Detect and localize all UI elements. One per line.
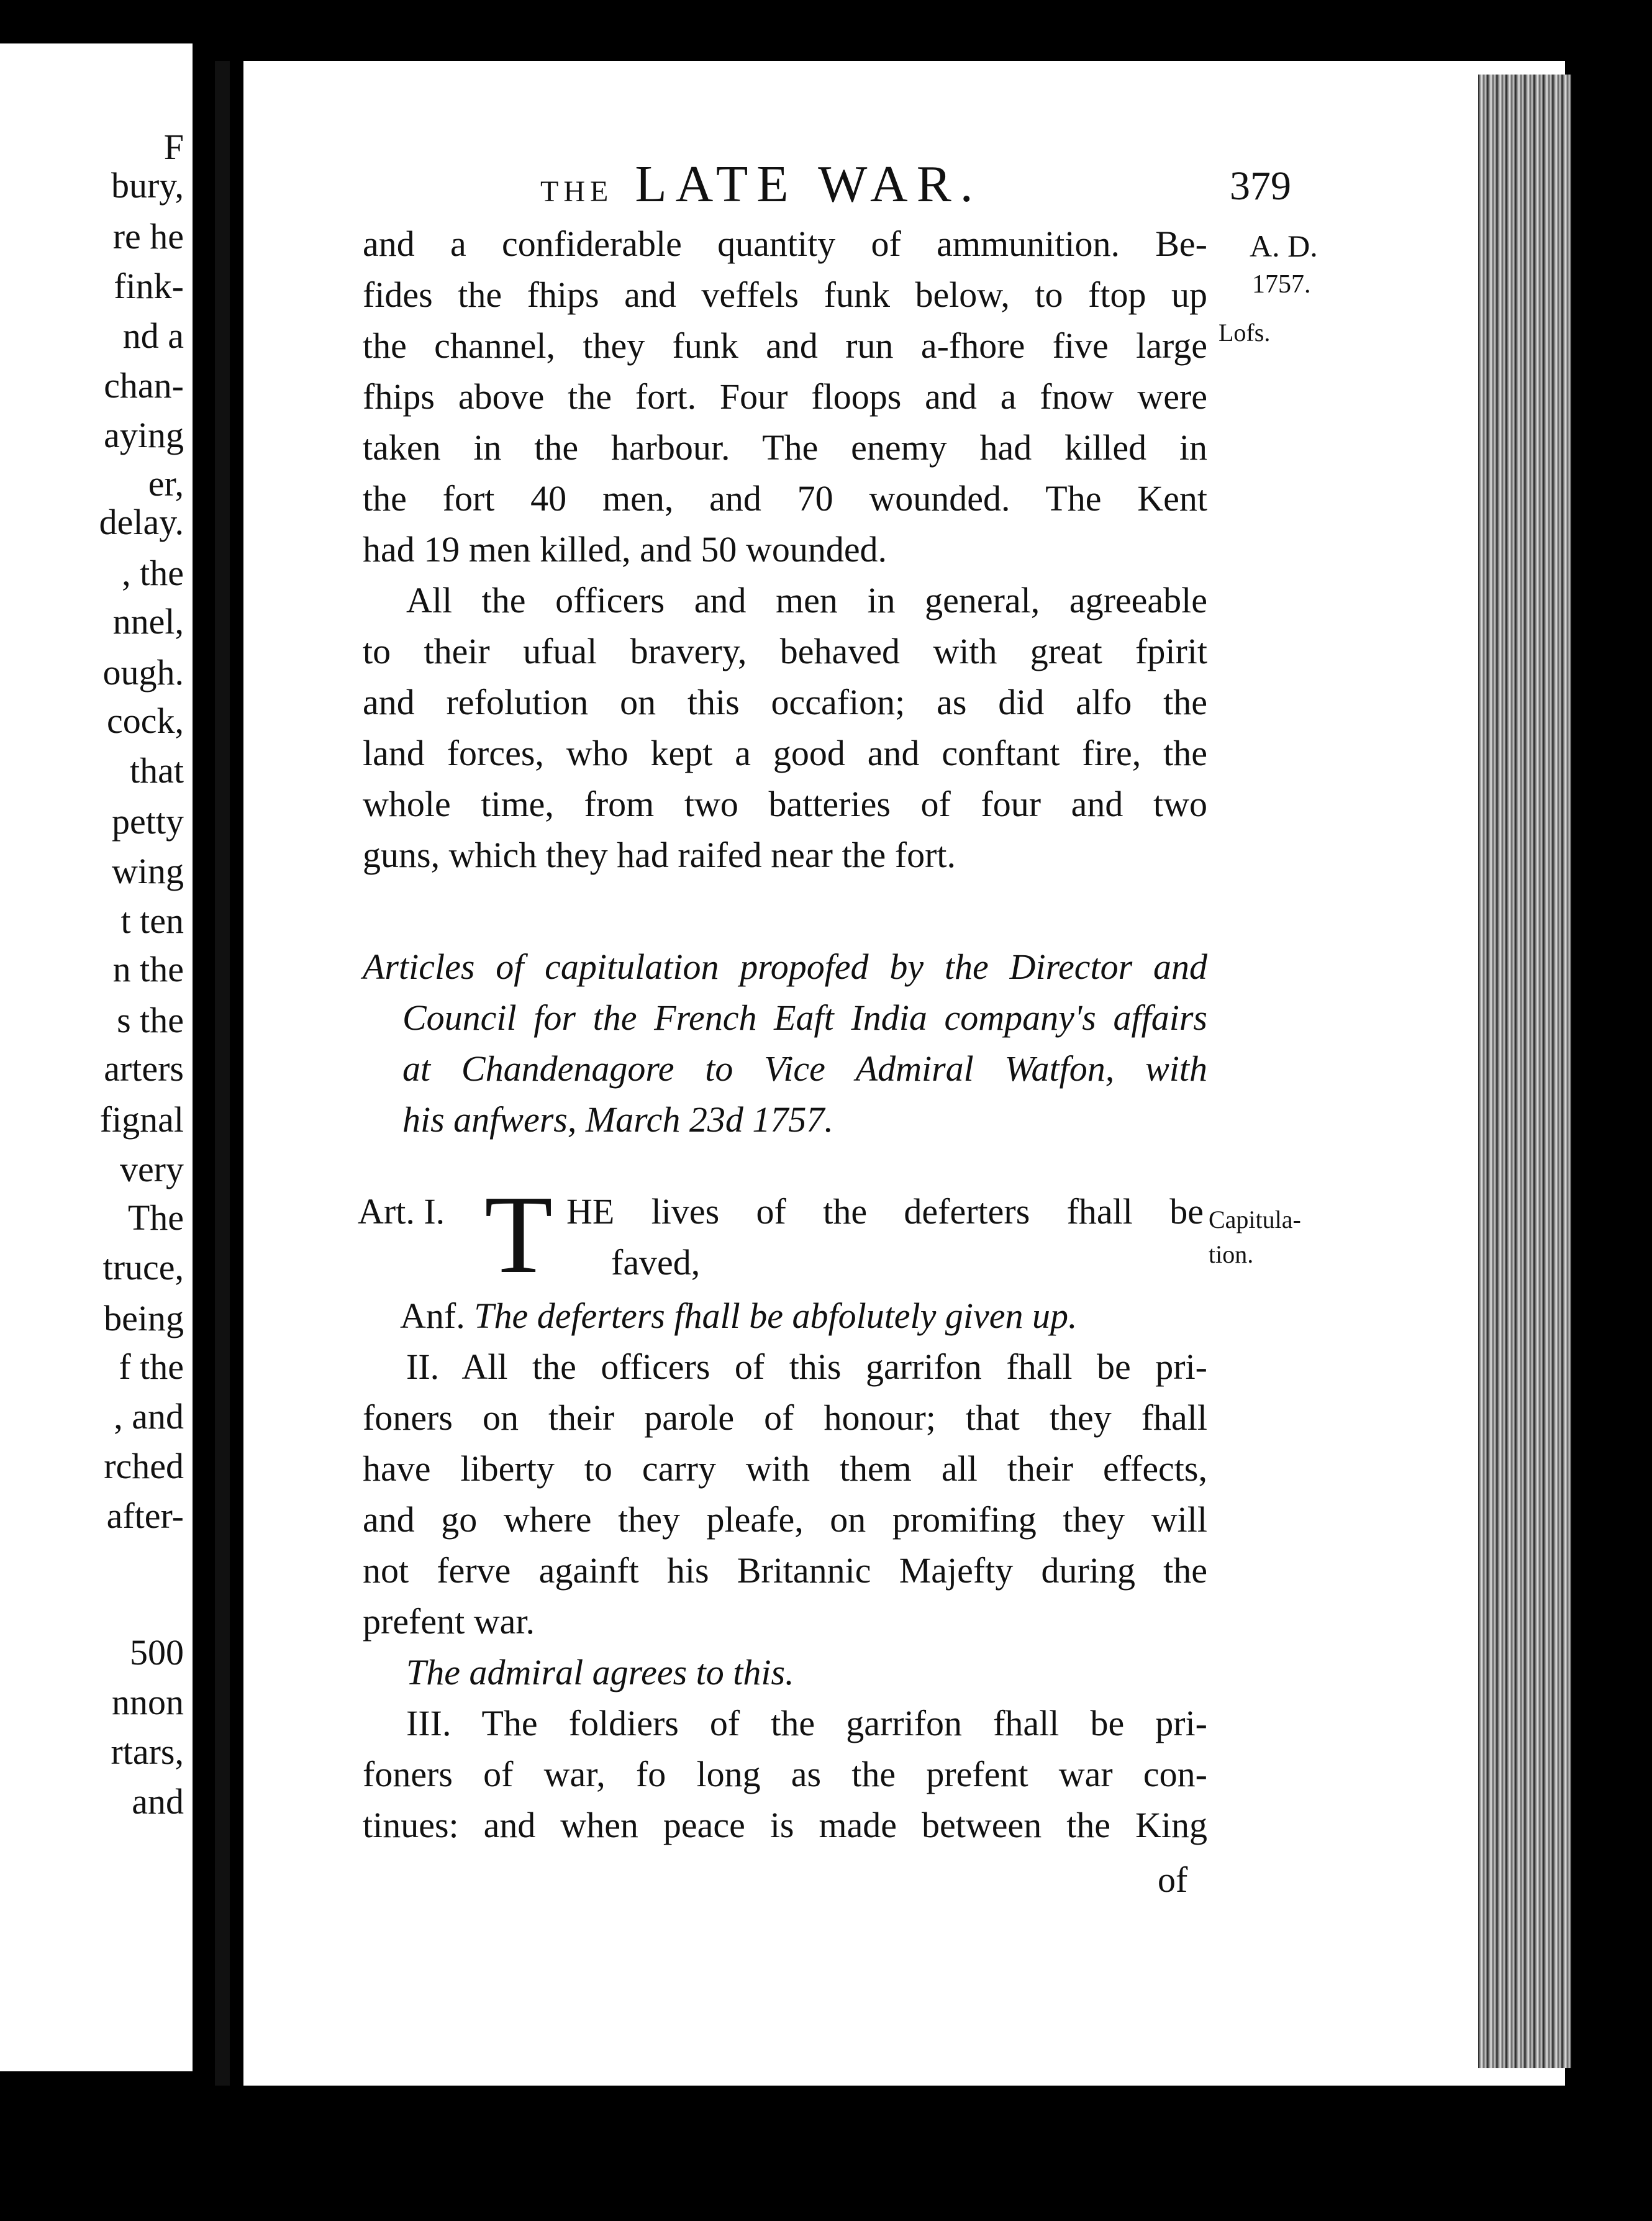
left-page-line: ough.: [102, 652, 184, 693]
text-line: to their ufual bravery, behaved with great fpirit: [363, 631, 1207, 671]
answer-text: The deferters fhall be abfolutely given up.: [474, 1296, 1078, 1336]
article-number: Art. I.: [358, 1191, 445, 1232]
answer-label: Anf.: [400, 1296, 465, 1336]
answer-1: [400, 1291, 1245, 1342]
text-line: fhips above the fort. Four floops and a fnow were: [363, 376, 1207, 417]
left-page-line: F: [163, 127, 184, 167]
margin-loss: Lofs.: [1219, 319, 1271, 347]
drop-cap: T: [484, 1173, 553, 1296]
articles-heading: [363, 942, 1207, 1145]
left-page-line: nnel,: [112, 601, 184, 642]
answer-2: The admiral agrees to this.: [406, 1652, 794, 1692]
heading-line: his anfwers, March 23d 1757.: [402, 1099, 833, 1140]
left-page-line: rched: [104, 1446, 184, 1486]
text-line: not ferve againft his Britannic Majefty during the: [363, 1550, 1207, 1591]
article-1: [566, 1186, 1204, 1288]
text-line: foners on their parole of honour; that they fhall: [363, 1397, 1207, 1438]
text-line: III. The foldiers of the garrifon fhall be pri-: [406, 1703, 1207, 1743]
catchword: of: [1158, 1860, 1188, 1900]
margin-capitulation-2: tion.: [1209, 1240, 1254, 1268]
heading-line: Council for the French Eaft India company's affairs: [402, 997, 1207, 1038]
text-line: and refolution on this occafion; as did alfo the: [363, 682, 1207, 722]
left-page-line: n the: [112, 949, 184, 989]
text-line: the channel, they funk and run a-fhore five large: [363, 325, 1207, 366]
text-line: HE lives of the deferters fhall be: [566, 1191, 1204, 1232]
left-page-line: after-: [106, 1496, 184, 1536]
left-page-line: er,: [148, 463, 184, 504]
left-page-line: , and: [114, 1396, 184, 1437]
left-page-line: fignal: [99, 1099, 184, 1140]
page-edge: [1478, 75, 1571, 2068]
left-page-line: bury,: [111, 165, 184, 206]
text-line: faved,: [611, 1242, 701, 1283]
margin-capitulation-1: Capitula-: [1209, 1206, 1301, 1233]
text-line: whole time, from two batteries of four and two: [363, 784, 1207, 824]
text-line: All the officers and men in general, agreeable: [406, 580, 1207, 620]
left-page-line: and: [132, 1781, 184, 1822]
page-number: 379: [1230, 163, 1291, 209]
left-page-line: aying: [104, 415, 184, 455]
heading-line: at Chandenagore to Vice Admiral Watfon, with: [402, 1048, 1207, 1089]
left-page-fragment: [0, 43, 193, 2071]
left-page-line: being: [104, 1298, 184, 1338]
text-line: and a confiderable quantity of ammunition. Be-: [363, 224, 1207, 264]
text-line: foners of war, fo long as the prefent war con-: [363, 1754, 1207, 1794]
left-page-line: cock,: [107, 701, 184, 741]
running-head-the: THE: [540, 175, 614, 208]
paragraph-1: [363, 219, 1207, 881]
left-page-line: re he: [112, 216, 184, 257]
text-line: II. All the officers of this garrifon fhall be pri-: [406, 1347, 1207, 1387]
left-page-line: s the: [117, 1000, 184, 1040]
left-page-line: chan-: [104, 365, 184, 406]
left-page-line: that: [130, 750, 184, 791]
margin-year: 1757.: [1252, 270, 1311, 299]
text-line: prefent war.: [363, 1601, 535, 1642]
left-page-line: f the: [119, 1347, 184, 1387]
left-page-line: delay.: [99, 502, 184, 542]
left-page-line: 500: [130, 1632, 184, 1673]
margin-year-label: A. D.: [1250, 229, 1318, 263]
text-line: and go where they pleafe, on promifing they will: [363, 1499, 1207, 1540]
running-head-title: LATE WAR.: [635, 155, 982, 213]
text-line: fides the fhips and veffels funk below, to ftop up: [363, 275, 1207, 315]
left-page-line: t ten: [120, 901, 184, 941]
text-line: guns, which they had raifed near the fort.: [363, 835, 956, 875]
left-page-line: very: [119, 1149, 184, 1189]
article-2: [363, 1342, 1207, 1851]
left-page-line: truce,: [102, 1247, 184, 1288]
text-line: taken in the harbour. The enemy had killed in: [363, 427, 1207, 468]
left-page-line: arters: [104, 1048, 184, 1089]
left-page-line: nnon: [112, 1682, 184, 1722]
text-line: land forces, who kept a good and conftant fire, the: [363, 733, 1207, 773]
left-page-line: nd a: [122, 316, 184, 356]
left-page-line: , the: [122, 553, 184, 593]
left-page-line: rtars,: [111, 1732, 184, 1772]
text-line: tinues: and when peace is made between the King: [363, 1805, 1207, 1845]
running-head: [540, 154, 982, 214]
left-page-line: petty: [112, 801, 184, 842]
left-page-line: fink-: [114, 266, 184, 306]
left-page-line: The: [127, 1197, 184, 1238]
text-line: the fort 40 men, and 70 wounded. The Kent: [363, 478, 1207, 519]
heading-line: Articles of capitulation propofed by the Director and: [363, 947, 1207, 987]
left-page-line: wing: [112, 851, 184, 891]
book-gutter: [215, 61, 230, 2086]
text-line: had 19 men killed, and 50 wounded.: [363, 529, 887, 570]
article-1-prefix: [358, 1186, 492, 1237]
text-line: have liberty to carry with them all their effects,: [363, 1448, 1207, 1489]
